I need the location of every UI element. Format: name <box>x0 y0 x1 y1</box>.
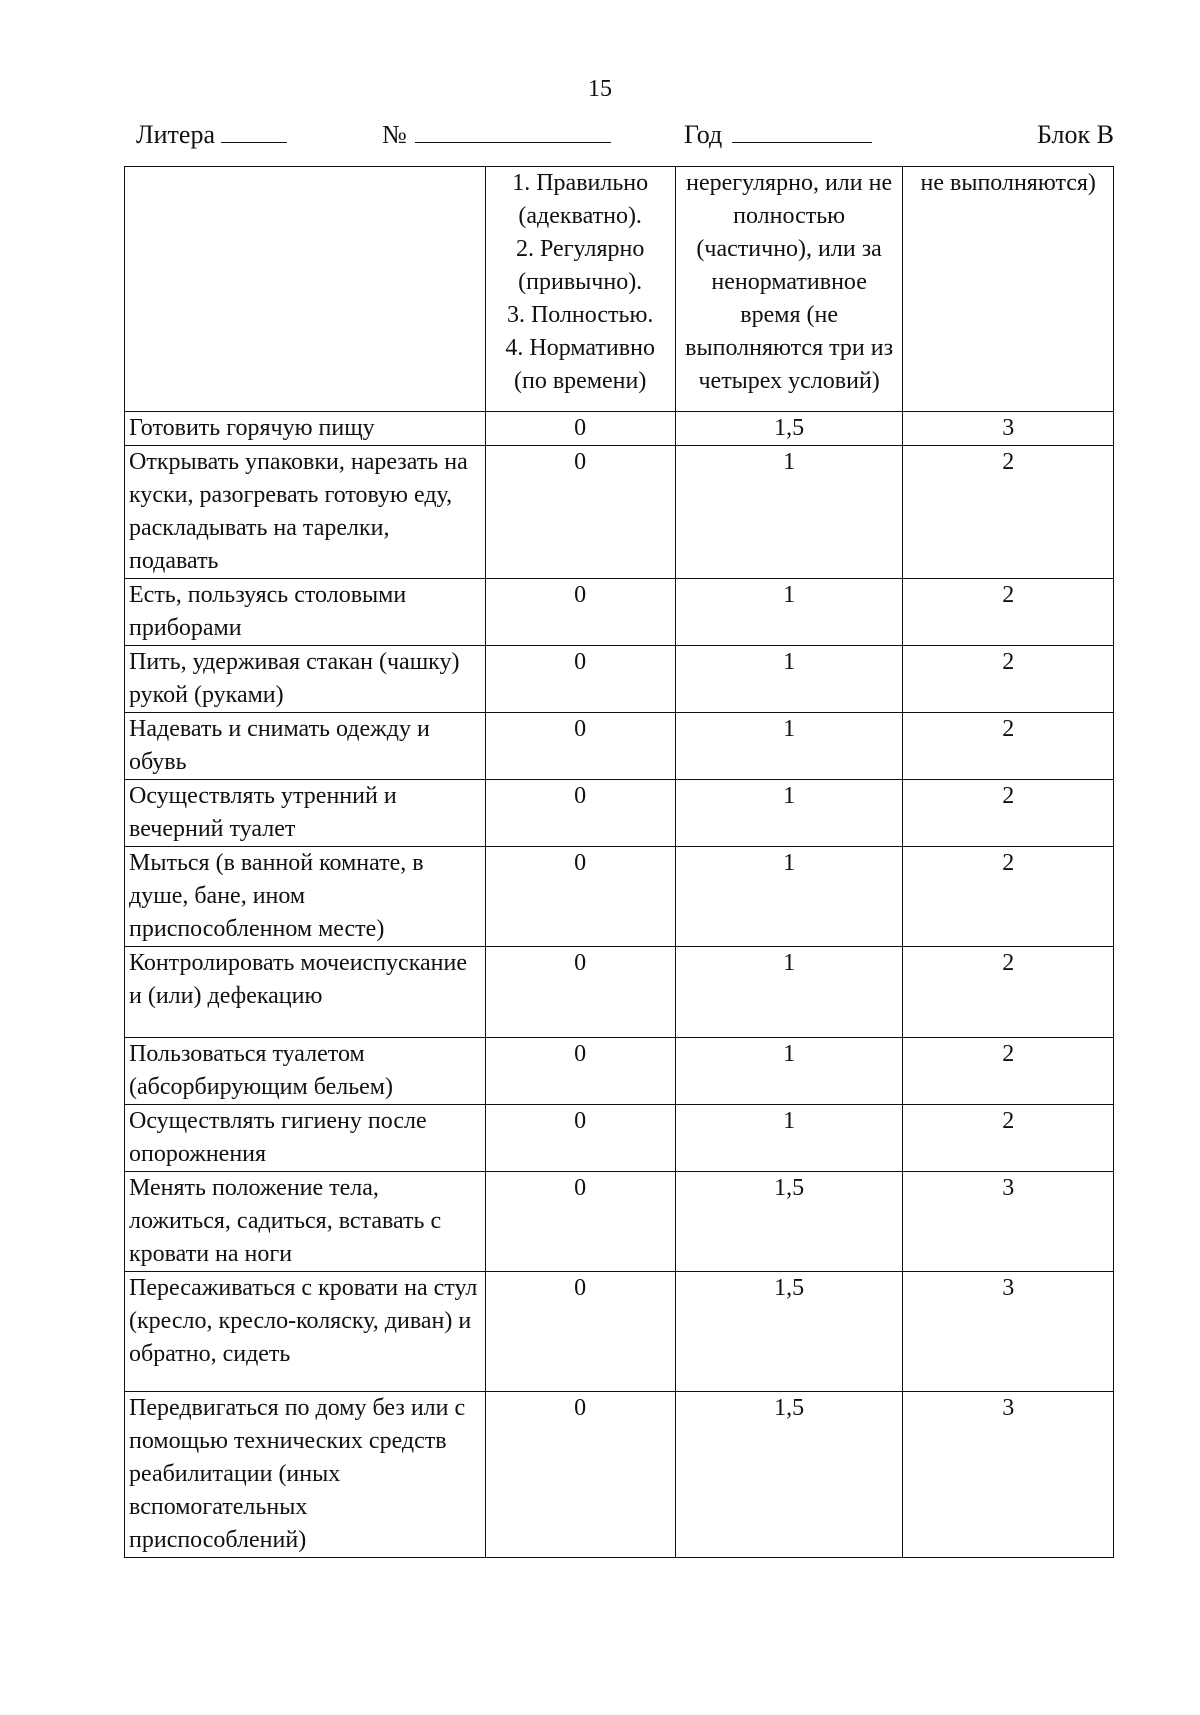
table-row <box>125 1172 1114 1272</box>
table-body <box>125 167 1114 1558</box>
score-partial-cell: 1,5 <box>675 1392 903 1558</box>
activity-cell: Пить, удерживая стакан (чашку) рукой (руками) <box>125 646 486 713</box>
litera-blank <box>221 141 287 143</box>
table-row <box>125 1272 1114 1392</box>
table-row <box>125 713 1114 780</box>
score-none-cell: 2 <box>903 1105 1114 1172</box>
block-label: Блок В <box>1036 120 1114 149</box>
score-partial-cell: 1 <box>675 579 903 646</box>
table-header-row <box>125 167 1114 412</box>
score-none-cell: 2 <box>903 1038 1114 1105</box>
score-none-cell: 2 <box>903 646 1114 713</box>
score-full-cell: 0 <box>485 947 675 1038</box>
table-row <box>125 446 1114 579</box>
table-row <box>125 1038 1114 1105</box>
score-partial-cell: 1 <box>675 780 903 847</box>
score-none-cell: 3 <box>903 412 1114 446</box>
score-full-cell: 0 <box>485 446 675 579</box>
table-row <box>125 646 1114 713</box>
activity-cell: Передвигаться по дому без или с помощью технических средств реабилитации (иных вспомогательных приспособлений) <box>125 1392 486 1558</box>
number-field <box>382 120 611 150</box>
activity-cell: Осуществлять утренний и вечерний туалет <box>125 780 486 847</box>
assessment-table <box>124 166 1114 1558</box>
litera-label: Литера <box>136 120 215 149</box>
score-partial-cell: 1 <box>675 847 903 947</box>
activity-cell: Пользоваться туалетом (абсорбирующим бельем) <box>125 1038 486 1105</box>
score-full-cell: 0 <box>485 1038 675 1105</box>
activity-cell: Пересаживаться с кровати на стул (кресло, кресло-коляску, диван) и обратно, сидеть <box>125 1272 486 1392</box>
score-partial-cell: 1 <box>675 446 903 579</box>
score-full-cell: 0 <box>485 713 675 780</box>
year-field <box>684 120 872 150</box>
score-full-cell: 0 <box>485 1392 675 1558</box>
score-none-cell: 3 <box>903 1172 1114 1272</box>
score-full-cell: 0 <box>485 1172 675 1272</box>
header-cell-activity <box>125 167 486 412</box>
score-full-cell: 0 <box>485 847 675 947</box>
score-none-cell: 2 <box>903 713 1114 780</box>
score-full-cell: 0 <box>485 579 675 646</box>
activity-cell: Надевать и снимать одежду и обувь <box>125 713 486 780</box>
litera-field <box>136 120 287 150</box>
score-full-cell: 0 <box>485 780 675 847</box>
number-blank <box>415 141 611 143</box>
score-partial-cell: 1 <box>675 713 903 780</box>
score-full-cell: 0 <box>485 646 675 713</box>
score-full-cell: 0 <box>485 412 675 446</box>
table-row <box>125 579 1114 646</box>
header-cell-partial: нерегулярно, или не полностью (частично), или за ненормативное время (не выполняются три из четырех условий) <box>675 167 903 412</box>
year-label: Год <box>684 120 723 149</box>
table-row <box>125 1105 1114 1172</box>
activity-cell: Контролировать мочеиспускание и (или) дефекацию <box>125 947 486 1038</box>
score-full-cell: 0 <box>485 1105 675 1172</box>
score-none-cell: 2 <box>903 579 1114 646</box>
activity-cell: Готовить горячую пищу <box>125 412 486 446</box>
score-full-cell: 0 <box>485 1272 675 1392</box>
score-partial-cell: 1,5 <box>675 1272 903 1392</box>
score-partial-cell: 1 <box>675 1105 903 1172</box>
score-partial-cell: 1,5 <box>675 1172 903 1272</box>
activity-cell: Осуществлять гигиену после опорожнения <box>125 1105 486 1172</box>
score-partial-cell: 1 <box>675 1038 903 1105</box>
header-cell-not-met: не выполняются) <box>903 167 1114 412</box>
score-partial-cell: 1 <box>675 646 903 713</box>
table-row <box>125 412 1114 446</box>
score-none-cell: 2 <box>903 446 1114 579</box>
score-none-cell: 2 <box>903 947 1114 1038</box>
activity-cell: Открывать упаковки, нарезать на куски, разогревать готовую еду, раскладывать на тарелки, подавать <box>125 446 486 579</box>
table-row <box>125 780 1114 847</box>
score-none-cell: 3 <box>903 1272 1114 1392</box>
year-blank <box>732 141 872 143</box>
header-cell-criteria-met: 1. Правильно (адекватно). 2. Регулярно (привычно). 3. Полностью. 4. Нормативно (по времени) <box>485 167 675 412</box>
score-none-cell: 3 <box>903 1392 1114 1558</box>
page-number: 15 <box>588 76 612 102</box>
score-partial-cell: 1,5 <box>675 412 903 446</box>
score-none-cell: 2 <box>903 847 1114 947</box>
table-row <box>125 1392 1114 1558</box>
activity-cell: Есть, пользуясь столовыми приборами <box>125 579 486 646</box>
table-row <box>125 847 1114 947</box>
form-header <box>124 120 1114 154</box>
score-none-cell: 2 <box>903 780 1114 847</box>
number-label: № <box>382 120 407 149</box>
table-row <box>125 947 1114 1038</box>
activity-cell: Мыться (в ванной комнате, в душе, бане, ином приспособленном месте) <box>125 847 486 947</box>
activity-cell: Менять положение тела, ложиться, садиться, вставать с кровати на ноги <box>125 1172 486 1272</box>
score-partial-cell: 1 <box>675 947 903 1038</box>
